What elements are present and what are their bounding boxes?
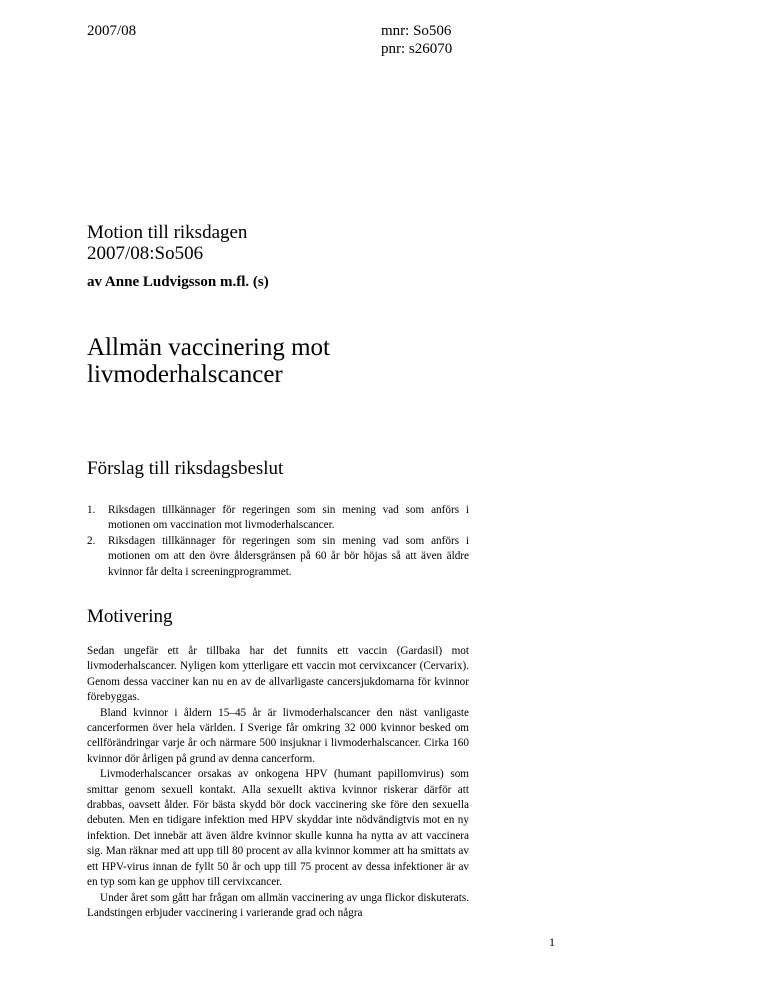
proposal-text: Riksdagen tillkännager för regeringen som sin mening vad som anförs i motionen om vaccination mot livmoderhalscancer. xyxy=(108,504,469,532)
header-pnr: pnr: s26070 xyxy=(381,41,453,57)
proposal-number: 1. xyxy=(87,504,96,516)
motivation-body xyxy=(87,644,469,921)
header-ids xyxy=(381,22,452,58)
body-paragraph: Sedan ungefär ett år tillbaka har det funnits ett vaccin (Gardasil) mot livmoderhalscancer. Nyligen kom ytterligare ett vaccin mot cervixcancer (Cervarix). Genom dessa vacciner kan nu en av de allvarligaste cancersjukdomarna för kvinnor förebyggas. xyxy=(87,645,469,704)
body-paragraph: Under året som gått har frågan om allmän vaccinering av unga flickor diskuterats. Landstingen erbjuder vaccinering i varierande grad och några xyxy=(87,891,469,919)
header-year: 2007/08 xyxy=(87,23,137,39)
proposal-item xyxy=(87,503,469,534)
document-title-line1: Allmän vaccinering mot xyxy=(87,334,330,361)
proposals-heading: Förslag till riksdagsbeslut xyxy=(87,458,284,479)
motion-heading xyxy=(87,222,247,264)
document-title-line2: livmoderhalscancer xyxy=(87,361,283,388)
motivation-heading: Motivering xyxy=(87,606,173,627)
motion-author: av Anne Ludvigsson m.fl. (s) xyxy=(87,274,269,290)
proposals-list xyxy=(87,503,469,580)
page-number: 1 xyxy=(549,935,555,949)
proposal-text: Riksdagen tillkännager för regeringen som sin mening vad som anförs i motionen om att den övre åldersgränsen på 60 år bör höjas så att även äldre kvinnor får delta i screeningprogrammet. xyxy=(108,534,469,578)
document-title xyxy=(87,334,330,388)
proposal-item xyxy=(87,534,469,580)
proposal-number: 2. xyxy=(87,534,96,547)
body-paragraph: Livmoderhalscancer orsakas av onkogena HPV (humant papillomvirus) som smittar genom sexuell kontakt. Alla sexuellt aktiva kvinnor riskerar därför att drabbas, oavsett ålder. För bästa skydd bör dock vaccinering ske före den sexuella debuten. Men en tidigare infektion med HPV skyddar inte nödvändigtvis mot en ny infektion. Det innebär att även äldre kvinnor skulle kunna ha nytta av att vaccinera sig. Man räknar med att upp till 80 procent av alla kvinnor kommer att ha smittats av ett HPV-virus innan de fyllt 50 år och upp till 75 procent av dessa infektioner är av en typ som kan ge upphov till cervixcancer. xyxy=(87,768,469,889)
header-mnr: mnr: So506 xyxy=(381,23,452,39)
motion-heading-line2: 2007/08:So506 xyxy=(87,243,204,264)
motion-heading-line1: Motion till riksdagen xyxy=(87,222,248,243)
body-paragraph: Bland kvinnor i åldern 15–45 år är livmoderhalscancer den näst vanligaste cancerformen över hela världen. I Sverige får omkring 32 000 kvinnor besked om cellförändringar varje år och närmare 500 insjuknar i livmoderhalscancer. Cirka 160 kvinnor dör årligen på grund av denna cancerform. xyxy=(87,706,469,765)
